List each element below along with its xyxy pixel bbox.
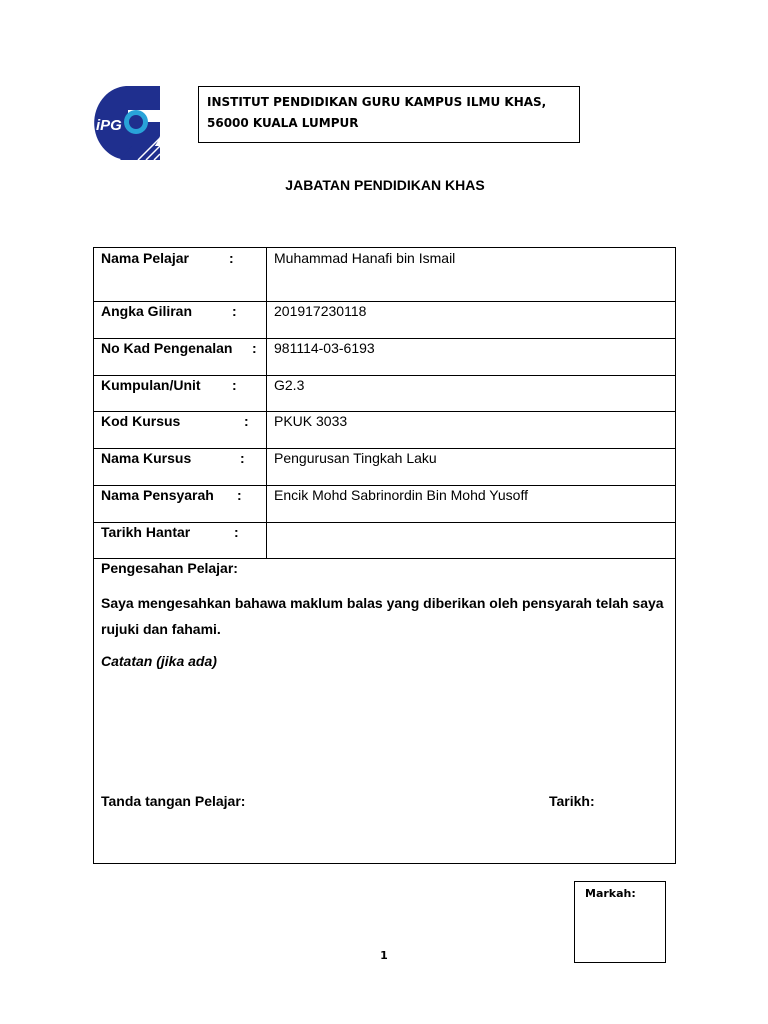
institute-line-1: INSTITUT PENDIDIKAN GURU KAMPUS ILMU KHAS,	[207, 95, 547, 109]
field-value-nama-kursus[interactable]: Pengurusan Tingkah Laku	[274, 450, 437, 466]
field-label: Nama Kursus	[101, 450, 192, 466]
field-row-kod-kursus	[94, 411, 675, 449]
field-row-nama-kursus	[94, 448, 675, 486]
confirmation-statement: Saya mengesahkan bahawa maklum balas yang diberikan oleh pensyarah telah saya rujuki dan fahami.	[101, 595, 664, 637]
field-value-nama-pelajar[interactable]: Muhammad Hanafi bin Ismail	[274, 250, 456, 266]
field-row-nama-pelajar	[94, 248, 675, 302]
signature-label: Tanda tangan Pelajar:	[101, 793, 246, 809]
field-colon: :	[232, 303, 237, 319]
field-colon: :	[244, 413, 249, 429]
field-colon: :	[240, 450, 245, 466]
field-row-no-kad-pengenalan	[94, 338, 675, 376]
institute-box	[198, 86, 580, 143]
confirmation-title: Pengesahan Pelajar:	[101, 560, 238, 576]
field-colon: :	[229, 250, 234, 266]
field-label: Nama Pensyarah	[101, 487, 214, 503]
page-number: 1	[380, 949, 388, 962]
marks-box[interactable]	[574, 881, 666, 963]
field-row-tarikh-hantar	[94, 522, 675, 559]
field-value-nama-pensyarah[interactable]: Encik Mohd Sabrinordin Bin Mohd Yusoff	[274, 487, 528, 503]
field-row-kumpulan-unit	[94, 375, 675, 412]
field-value-kumpulan-unit[interactable]: G2.3	[274, 377, 305, 393]
field-colon: :	[232, 377, 237, 393]
field-label: Kumpulan/Unit	[101, 377, 201, 393]
field-label: Tarikh Hantar	[101, 524, 191, 540]
field-value-kod-kursus[interactable]: PKUK 3033	[274, 413, 348, 429]
logo-text: iPG	[96, 117, 122, 134]
field-label: No Kad Pengenalan	[101, 340, 233, 356]
notes-label: Catatan (jika ada)	[101, 653, 217, 669]
ipg-logo	[92, 86, 160, 160]
field-colon: :	[237, 487, 242, 503]
field-row-nama-pensyarah	[94, 485, 675, 523]
field-label: Angka Giliran	[101, 303, 193, 319]
field-row-angka-giliran	[94, 301, 675, 339]
field-label: Kod Kursus	[101, 413, 181, 429]
institute-line-2: 56000 KUALA LUMPUR	[207, 116, 359, 130]
marks-label: Markah:	[585, 887, 636, 900]
field-colon: :	[252, 340, 257, 356]
field-value-angka-giliran[interactable]: 201917230118	[274, 303, 367, 319]
field-value-no-kad-pengenalan[interactable]: 981114-03-6193	[274, 340, 375, 356]
student-info-form	[93, 247, 676, 864]
department-title: JABATAN PENDIDIKAN KHAS	[285, 177, 485, 193]
field-colon: :	[234, 524, 239, 540]
date-label: Tarikh:	[549, 793, 595, 809]
field-label: Nama Pelajar	[101, 250, 189, 266]
